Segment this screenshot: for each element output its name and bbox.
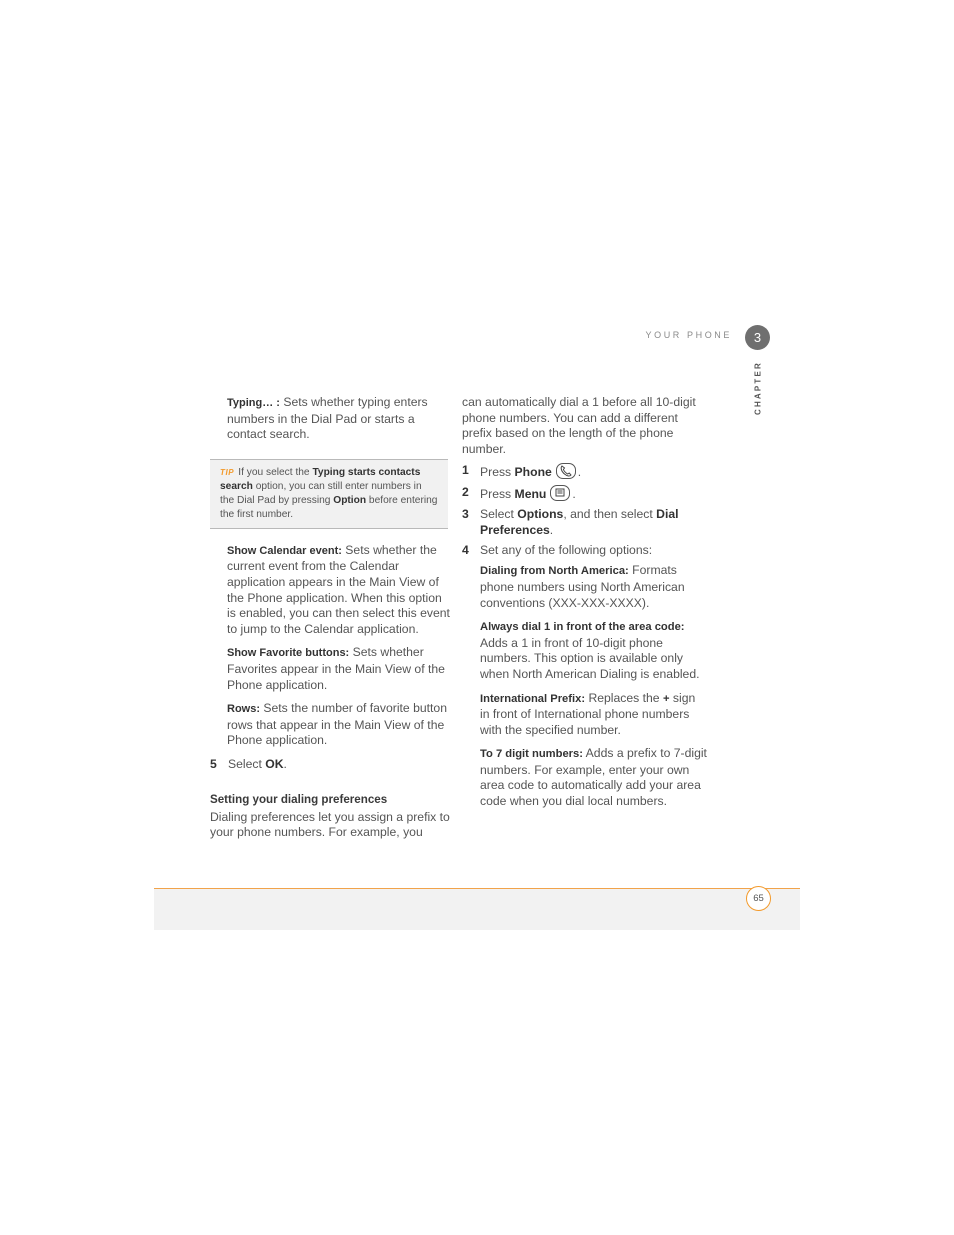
favorite-text: Sets whether Favorites appear in the Main View of the Phone application. [227,645,445,692]
step-5 [210,757,450,773]
option-text: sign in front of International phone numbers with the specified number. [480,690,696,737]
step-bold: Dial Preferences [480,506,679,537]
step-text: Press [480,465,515,480]
step-text: , and then select [563,506,657,521]
step-end: . [549,522,554,537]
plus-sign: + [662,692,670,705]
left-column [210,395,450,841]
step-end: . [283,756,287,771]
tip-text: If you select the [238,466,313,478]
step-bold: OK [265,756,284,771]
step-bold: Menu [514,487,547,502]
option-7-digit [480,746,707,809]
step-number: 4 [462,542,469,557]
option-label: To 7 digit numbers: [480,748,583,761]
chapter-number-badge: 3 [745,325,770,350]
favorite-option [227,645,450,693]
step-text: Press [480,487,515,502]
calendar-text: Sets whether the current event from the Calendar application appears in the Main View of the Phone application. When this option is enabled, you can then select this event to jump to the Calendar application. [227,542,450,636]
chapter-side-label [751,362,765,414]
tip-tag: TIP [220,467,235,477]
running-head: YOUR PHONE [645,330,732,340]
option-international-prefix [480,691,707,739]
calendar-label: Show Calendar event: [227,544,342,557]
step-1 [462,463,707,481]
option-text: Adds a 1 in front of 10-digit phone numbers. This option is available only when North American Dialing is enabled. [480,635,700,681]
section-heading: Setting your dialing preferences [210,792,388,806]
chapter-label-text: CHAPTER [753,360,763,416]
rows-text: Sets the number of favorite button rows that appear in the Main View of the Phone application. [227,701,447,748]
step-3 [462,507,707,539]
step-end: . [577,465,582,480]
tip-text: option, you can still enter numbers in the Dial Pad by pressing [220,480,422,506]
step-text: Select [480,506,518,521]
option-north-america [480,563,707,611]
option-text: Adds a prefix to 7-digit numbers. For example, enter your own area code to automatically add your area code when you dial local numbers. [480,746,707,809]
page-number-badge: 65 [746,886,771,911]
right-column [462,395,707,818]
section-intro: Dialing preferences let you assign a prefix to your phone numbers. For example, you [210,809,450,840]
option-label: International Prefix: [480,692,586,705]
option-label: Dialing from North America: [480,565,629,578]
typing-label: Typing… : [227,397,280,409]
step-end: . [572,487,576,502]
step-2 [462,485,707,503]
tip-box [210,459,448,529]
option-always-dial-1 [480,619,707,682]
footer-band [154,888,800,930]
favorite-label: Show Favorite buttons: [227,647,350,660]
step-bold: Options [517,506,564,521]
tip-bold-key: Option [333,494,367,506]
intro-continued: can automatically dial a 1 before all 10-digit phone numbers. You can add a different prefix based on the length of the phone number. [462,395,696,456]
step-text: Select [228,756,266,771]
step-bold: Phone [514,465,552,480]
phone-key-icon [556,463,576,479]
calendar-option [227,543,450,638]
rows-label: Rows: [227,703,260,716]
typing-option [227,395,450,443]
step-text: Set any of the following options: [480,542,653,557]
option-text: Formats phone numbers using North American conventions (XXX-XXX-XXXX). [480,563,685,610]
step-number: 5 [210,756,217,771]
rows-option [227,701,450,749]
tip-text: before entering the first number. [220,494,438,520]
typing-text: Sets whether typing enters numbers in the Dial Pad or starts a contact search. [227,395,428,442]
option-text: Replaces the [585,690,663,705]
option-label: Always dial 1 in front of the area code: [480,621,685,634]
step-4 [462,543,707,559]
step-number: 2 [462,485,469,500]
tip-bold-option: Typing starts contacts search [220,466,421,492]
step-number: 1 [462,463,469,478]
menu-key-icon [550,485,570,501]
step-number: 3 [462,506,469,521]
